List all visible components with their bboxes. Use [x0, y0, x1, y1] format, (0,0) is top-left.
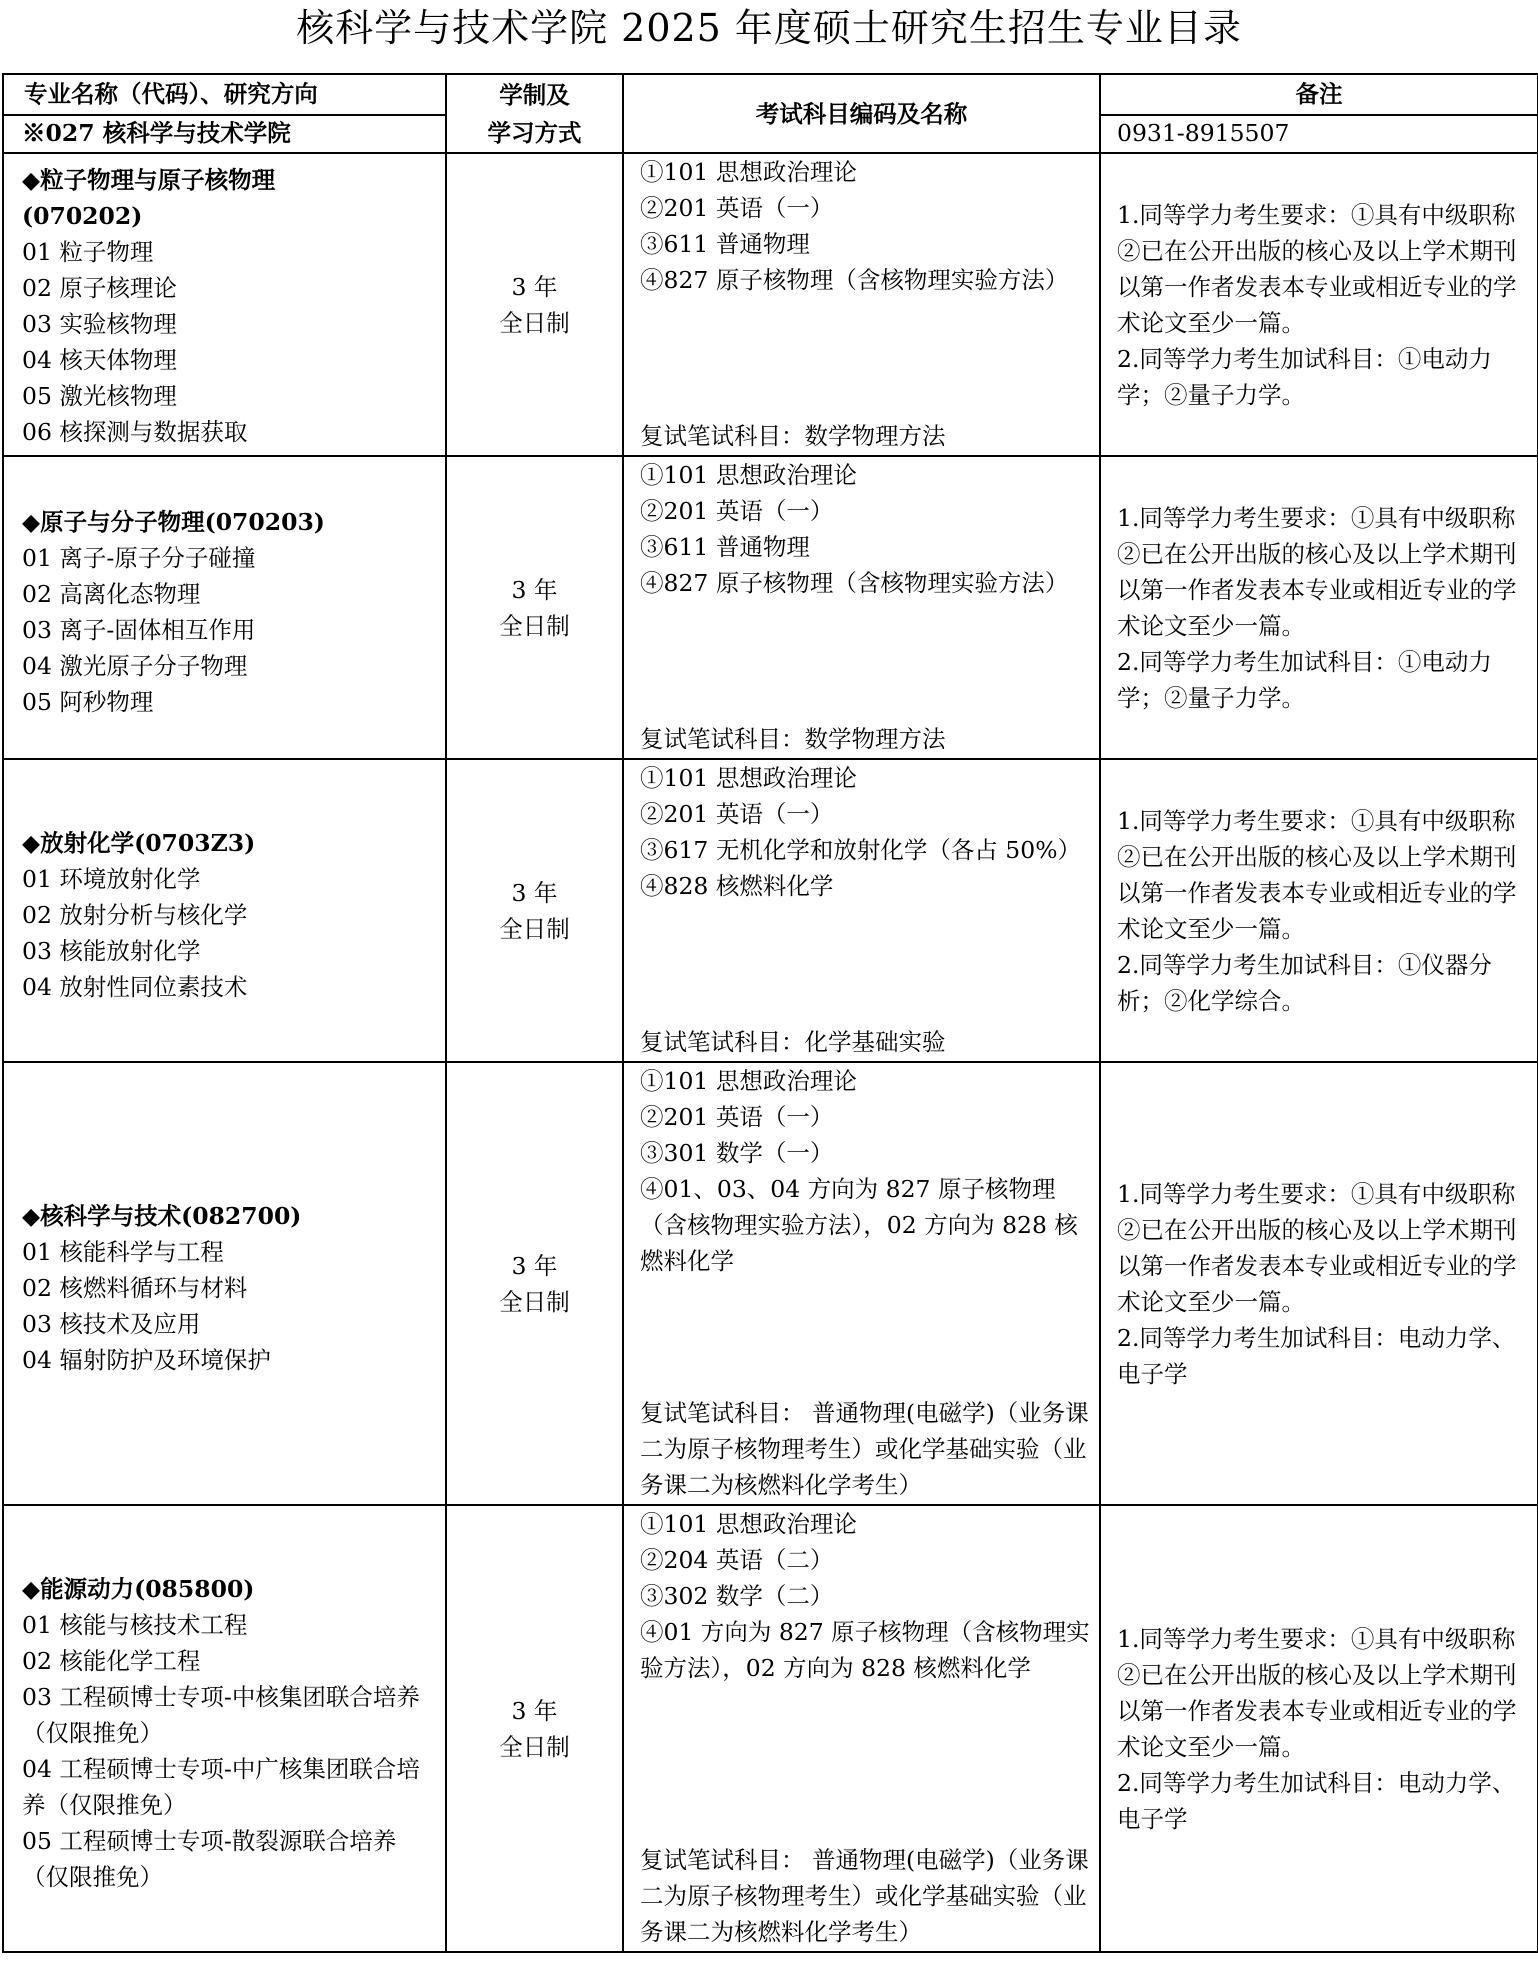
research-direction: 02 核燃料循环与材料	[22, 1273, 248, 1302]
duration: 3 年	[511, 878, 558, 907]
major-heading	[22, 1198, 439, 1234]
major-row	[3, 1505, 1538, 1952]
exam-content	[640, 1063, 1091, 1503]
exam-subject: ②201 英语（一）	[640, 194, 834, 222]
system-cell	[446, 1505, 623, 1952]
exam-cell	[623, 759, 1100, 1062]
header-system-line2: 学习方式	[487, 118, 582, 147]
header-row	[3, 74, 1538, 115]
exam-subjects	[640, 1063, 1091, 1279]
research-direction: 01 离子-原子分子碰撞	[22, 543, 256, 572]
study-mode: 全日制	[499, 1732, 570, 1761]
exam-subject: ④828 核燃料化学	[640, 872, 834, 900]
research-direction: 03 核技术及应用	[22, 1309, 201, 1338]
research-direction: 02 放射分析与核化学	[22, 900, 248, 929]
exam-content	[640, 760, 1091, 1060]
exam-cell	[623, 456, 1100, 759]
research-direction: 04 辐射防护及环境保护	[22, 1345, 271, 1374]
note-item: 1.同等学力考生要求：①具有中级职称②已在公开出版的核心及以上学术期刊以第一作者发表本专业或相近专业的学术论文至少一篇。	[1117, 200, 1517, 337]
exam-subjects	[640, 154, 1091, 298]
exam-subject: ④827 原子核物理（含核物理实验方法）	[640, 266, 1069, 294]
research-direction: 05 工程硕博士专项-散裂源联合培养（仅限推免）	[22, 1826, 397, 1891]
major-code: (082700)	[181, 1201, 302, 1230]
note-item: 1.同等学力考生要求：①具有中级职称②已在公开出版的核心及以上学术期刊以第一作者发表本专业或相近专业的学术论文至少一篇。	[1117, 806, 1517, 943]
exam-content	[640, 154, 1091, 454]
exam-subject: ③301 数学（一）	[640, 1139, 834, 1167]
exam-subject: ③617 无机化学和放射化学（各占 50%）	[640, 836, 1082, 864]
school-name: ※027 核科学与技术学院	[3, 115, 446, 153]
study-mode: 全日制	[499, 611, 570, 640]
exam-subject: ③302 数学（二）	[640, 1582, 834, 1610]
major-name: ◆放射化学	[22, 828, 135, 857]
major-row	[3, 1062, 1538, 1505]
notes-cell	[1100, 456, 1538, 759]
research-direction: 01 核能科学与工程	[22, 1237, 224, 1266]
note-item: 1.同等学力考生要求：①具有中级职称②已在公开出版的核心及以上学术期刊以第一作者发表本专业或相近专业的学术论文至少一篇。	[1117, 1624, 1517, 1761]
major-name: ◆能源动力	[22, 1574, 135, 1603]
research-direction: 05 激光核物理	[22, 382, 177, 410]
major-code: (0703Z3)	[134, 828, 256, 857]
research-direction: 01 粒子物理	[22, 238, 154, 266]
research-direction: 02 原子核理论	[22, 274, 177, 302]
notes-cell	[1100, 1062, 1538, 1505]
major-heading	[22, 1571, 439, 1607]
exam-subject: ①101 思想政治理论	[640, 1067, 857, 1095]
research-direction: 01 核能与核技术工程	[22, 1610, 248, 1639]
direction-cell	[3, 456, 446, 759]
direction-cell	[3, 1505, 446, 1952]
header-system-line1: 学制及	[499, 80, 570, 109]
exam-cell	[623, 153, 1100, 456]
exam-content	[640, 457, 1091, 757]
exam-subject: ②201 英语（一）	[640, 800, 834, 828]
research-direction: 03 工程硕博士专项-中核集团联合培养（仅限推免）	[22, 1682, 420, 1747]
duration: 3 年	[511, 272, 558, 301]
direction-cell	[3, 153, 446, 456]
exam-subject: ①101 思想政治理论	[640, 764, 857, 792]
major-row	[3, 456, 1538, 759]
study-mode: 全日制	[499, 1287, 570, 1316]
research-direction: 03 实验核物理	[22, 310, 177, 338]
exam-subject: ④827 原子核物理（含核物理实验方法）	[640, 569, 1069, 597]
system-cell	[446, 1062, 623, 1505]
exam-subject: ④01 方向为 827 原子核物理（含核物理实验方法），02 方向为 828 核燃料化学	[640, 1618, 1090, 1682]
major-row	[3, 759, 1538, 1062]
note-item: 2.同等学力考生加试科目：电动力学、电子学	[1117, 1323, 1516, 1388]
exam-subject: ①101 思想政治理论	[640, 461, 857, 489]
note-item: 2.同等学力考生加试科目：①仪器分析；②化学综合。	[1117, 950, 1492, 1015]
retest-subject: 复试笔试科目：数学物理方法	[640, 422, 946, 450]
major-code: (085800)	[134, 1574, 255, 1603]
research-direction: 06 核探测与数据获取	[22, 418, 248, 446]
note-item: 1.同等学力考生要求：①具有中级职称②已在公开出版的核心及以上学术期刊以第一作者发表本专业或相近专业的学术论文至少一篇。	[1117, 1179, 1517, 1316]
research-direction: 03 离子-固体相互作用	[22, 615, 256, 644]
duration: 3 年	[511, 575, 558, 604]
research-direction: 04 工程硕博士专项-中广核集团联合培养（仅限推免）	[22, 1754, 420, 1819]
research-direction: 02 核能化学工程	[22, 1646, 201, 1675]
exam-subjects	[640, 457, 1091, 601]
exam-subject: ③611 普通物理	[640, 533, 810, 561]
page-title: 核科学与技术学院 2025 年度硕士研究生招生专业目录	[296, 6, 1242, 50]
notes-cell	[1100, 153, 1538, 456]
note-item: 2.同等学力考生加试科目：①电动力学；②量子力学。	[1117, 647, 1492, 712]
school-phone: 0931-8915507	[1100, 115, 1538, 153]
system-cell	[446, 153, 623, 456]
major-name: ◆原子与分子物理	[22, 507, 205, 536]
research-direction: 04 放射性同位素技术	[22, 972, 248, 1001]
duration: 3 年	[511, 1696, 558, 1725]
exam-subject: ①101 思想政治理论	[640, 158, 857, 186]
exam-cell	[623, 1505, 1100, 1952]
system-cell	[446, 456, 623, 759]
header-system	[446, 74, 623, 153]
rows-body	[3, 153, 1538, 1952]
major-row	[3, 153, 1538, 456]
research-direction: 04 核天体物理	[22, 346, 177, 374]
exam-cell	[623, 1062, 1100, 1505]
exam-subject: ②204 英语（二）	[640, 1546, 834, 1574]
research-direction: 03 核能放射化学	[22, 936, 201, 965]
direction-cell	[3, 759, 446, 1062]
retest-subject: 复试笔试科目：数学物理方法	[640, 725, 946, 753]
exam-content	[640, 1506, 1091, 1950]
major-code: (070202)	[22, 202, 143, 230]
major-code: (070203)	[204, 507, 325, 536]
exam-subject: ①101 思想政治理论	[640, 1510, 857, 1538]
header-direction: 专业名称（代码）、研究方向	[3, 74, 446, 115]
retest-subject: 复试笔试科目：化学基础实验	[640, 1028, 946, 1056]
exam-subject: ③611 普通物理	[640, 230, 810, 258]
exam-subject: ②201 英语（一）	[640, 497, 834, 525]
notes-cell	[1100, 759, 1538, 1062]
research-direction: 02 高离化态物理	[22, 579, 201, 608]
retest-subject: 复试笔试科目： 普通物理(电磁学)（业务课二为原子核物理考生）或化学基础实验（业务课二为核燃料化学考生）	[640, 1399, 1089, 1499]
major-name: ◆核科学与技术	[22, 1201, 182, 1230]
duration: 3 年	[511, 1251, 558, 1280]
major-name: ◆粒子物理与原子核物理	[22, 166, 276, 194]
direction-cell	[3, 1062, 446, 1505]
research-direction: 05 阿秒物理	[22, 687, 154, 716]
exam-subject: ②201 英语（一）	[640, 1103, 834, 1131]
note-item: 2.同等学力考生加试科目：①电动力学；②量子力学。	[1117, 344, 1492, 409]
notes-cell	[1100, 1505, 1538, 1952]
major-heading	[22, 504, 439, 540]
study-mode: 全日制	[499, 914, 570, 943]
exam-subjects	[640, 760, 1091, 904]
header-exam: 考试科目编码及名称	[623, 74, 1100, 153]
study-mode: 全日制	[499, 308, 570, 337]
system-cell	[446, 759, 623, 1062]
header-notes: 备注	[1100, 74, 1538, 115]
exam-subject: ④01、03、04 方向为 827 原子核物理（含核物理实验方法），02 方向为 828 核燃料化学	[640, 1175, 1078, 1275]
major-heading	[22, 825, 439, 861]
research-direction: 04 激光原子分子物理	[22, 651, 248, 680]
note-item: 2.同等学力考生加试科目：电动力学、电子学	[1117, 1768, 1516, 1833]
note-item: 1.同等学力考生要求：①具有中级职称②已在公开出版的核心及以上学术期刊以第一作者发表本专业或相近专业的学术论文至少一篇。	[1117, 503, 1517, 640]
catalog-table	[2, 73, 1538, 1953]
retest-subject: 复试笔试科目： 普通物理(电磁学)（业务课二为原子核物理考生）或化学基础实验（业务课二为核燃料化学考生）	[640, 1846, 1089, 1946]
exam-subjects	[640, 1506, 1091, 1686]
research-direction: 01 环境放射化学	[22, 864, 201, 893]
